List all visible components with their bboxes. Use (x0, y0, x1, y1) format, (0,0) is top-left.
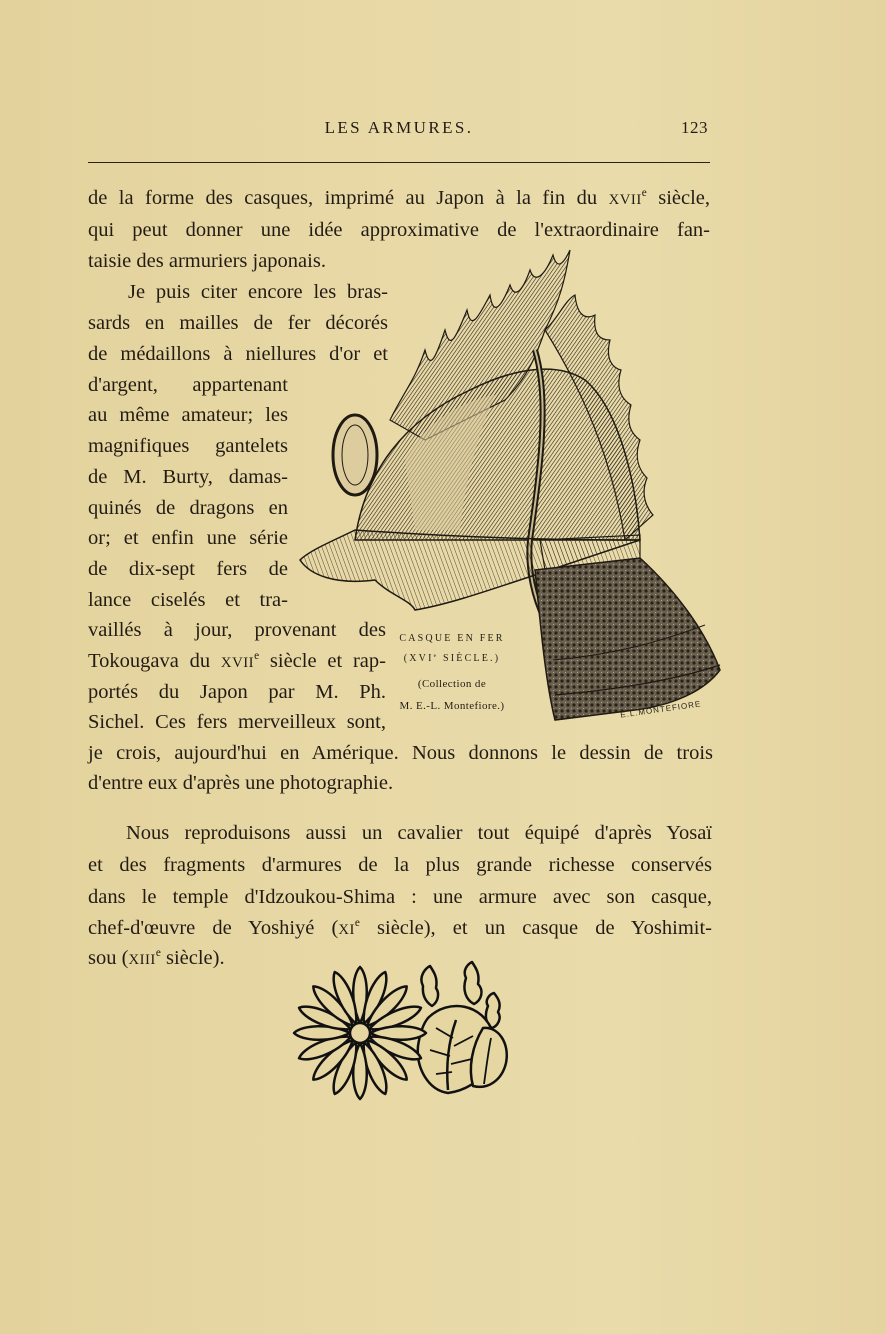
text-line: chef-d'œuvre de Yoshiyé (XIe siècle), et un casque de Yoshimit- (88, 917, 712, 939)
text-line: au même amateur; les (88, 404, 288, 426)
neck-guard (535, 558, 720, 720)
text-line: Nous reproduisons aussi un cavalier tout équipé d'après Yosaï (126, 822, 712, 844)
caption-collector: M. E.-L. Montefiore.) (399, 700, 505, 712)
text-line: sou (XIIIe siècle). (88, 947, 225, 969)
running-head (88, 118, 710, 144)
chrysanthemum-flower (294, 967, 426, 1099)
text-line: vaillés à jour, provenant des (88, 619, 386, 641)
text-line: dans le temple d'Idzoukou-Shima : une armure avec son casque, (88, 886, 712, 908)
header-rule (88, 162, 710, 163)
chrysanthemum-ornament (288, 958, 510, 1103)
paulownia-leaves (418, 962, 507, 1093)
text-line: je crois, aujourd'hui en Amérique. Nous donnons le dessin de trois (88, 742, 713, 764)
caption-title: CASQUE EN FER (399, 633, 505, 644)
caption-century: (XVIe SIÈCLE.) (403, 653, 501, 664)
text-line: Je puis citer encore les bras- (128, 281, 388, 303)
text-line: lance ciselés et tra- (88, 589, 288, 611)
text-line: magnifiques gantelets (88, 435, 288, 457)
text-line: taisie des armuriers japonais. (88, 250, 326, 272)
helmet-illustration (295, 240, 735, 730)
text-line: Sichel. Ces fers merveilleux sont, (88, 711, 386, 733)
text-line: Tokougava du XVIIe siècle et rap- (88, 650, 386, 672)
text-line: portés du Japon par M. Ph. (88, 681, 386, 703)
caption-collection: (Collection de (417, 678, 487, 690)
text-line: et des fragments d'armures de la plus grande richesse conservés (88, 854, 712, 876)
text-line: de M. Burty, damas- (88, 466, 288, 488)
artist-signature: E.L.MONTEFIORE (619, 699, 702, 720)
page-number: 123 (681, 118, 708, 137)
text-line: d'entre eux d'après une photographie. (88, 772, 394, 794)
helmet-ring (333, 415, 377, 495)
text-line: qui peut donner une idée approximative de l'extraordinaire fan- (88, 219, 710, 241)
text-line: de dix-sept fers de (88, 558, 288, 580)
helmet-bowl (355, 369, 640, 540)
text-line: sards en mailles de fer décorés (88, 312, 388, 334)
running-title: LES ARMURES. (324, 118, 474, 137)
text-line: d'argent, appartenant (88, 374, 288, 396)
text-line: de médaillons à niellures d'or et (88, 343, 388, 365)
text-line: or; et enfin une série (88, 527, 288, 549)
text-line: de la forme des casques, imprimé au Japon à la fin du XVIIe siècle, (88, 187, 711, 209)
text-line: quinés de dragons en (88, 497, 288, 519)
